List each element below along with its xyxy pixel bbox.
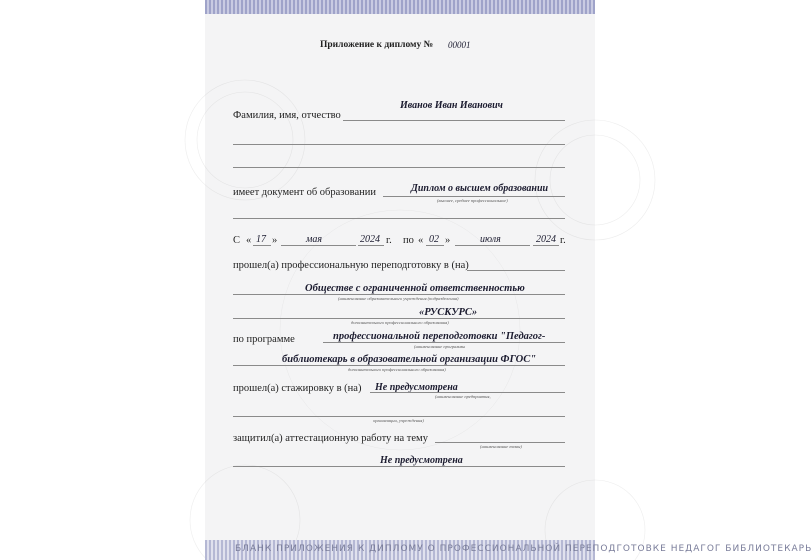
organization-line: [233, 294, 565, 295]
supplement-title: Приложение к диплому №: [320, 40, 434, 50]
security-band-top: [205, 0, 595, 14]
thesis-label: защитил(а) аттестационную работу на тему: [233, 433, 428, 444]
security-band-bottom: [205, 540, 812, 560]
date-from-day: 17: [256, 234, 266, 245]
year-suffix-2: г.: [560, 235, 566, 246]
document-caption: (высшее, среднее профессиональное): [437, 198, 508, 203]
full-name-line: [343, 120, 565, 121]
document-value: Диплом о высшем образовании: [411, 183, 549, 194]
date-from-year-line: [358, 245, 384, 246]
date-from-month: мая: [306, 234, 323, 245]
training-line: [467, 270, 565, 271]
diploma-supplement-sheet: [205, 0, 812, 560]
document-line: [383, 196, 565, 197]
full-name-value: Иванов Иван Иванович: [400, 100, 503, 111]
date-to-day-line: [426, 245, 444, 246]
date-to-year: 2024: [536, 234, 556, 245]
internship-caption: (наименование предприятия,: [435, 394, 491, 399]
thesis-line2: [233, 466, 565, 467]
program-line2: библиотекарь в образовательной организации ФГОС": [282, 354, 537, 365]
program-label: по программе: [233, 334, 295, 345]
diploma-number: 00001: [448, 40, 471, 50]
date-from-day-line: [253, 245, 271, 246]
program-line2-rule: [233, 365, 565, 366]
internship-label: прошел(а) стажировку в (на): [233, 383, 362, 394]
full-name-label: Фамилия, имя, отчество: [233, 110, 341, 121]
internship-line: [370, 392, 565, 393]
organization-value: Обществе с ограниченной ответственностью: [305, 283, 525, 294]
thesis-caption: (наименование темы): [480, 444, 522, 449]
date-to-day: 02: [429, 234, 439, 245]
training-label: прошел(а) профессиональную переподготовку в (на): [233, 260, 469, 271]
guilloche-watermark: [205, 0, 595, 560]
thesis-value: Не предусмотрена: [380, 455, 463, 466]
year-suffix-1: г.: [386, 235, 392, 246]
date-to-month-line: [455, 245, 530, 246]
date-from-label: С: [233, 235, 241, 246]
date-to-month: июля: [480, 234, 501, 245]
organization-caption: (наименование образовательного учреждения (подразделения): [338, 296, 459, 301]
organization-name: «РУСКУРС»: [419, 307, 478, 318]
quote-open-2: «: [418, 235, 424, 246]
quote-close-1: »: [272, 235, 278, 246]
quote-close-2: »: [445, 235, 451, 246]
date-from-month-line: [281, 245, 356, 246]
blank-line-2: [233, 167, 565, 168]
blank-line-3: [233, 218, 565, 219]
program-line1-rule: [323, 342, 565, 343]
organization-name-line: [233, 318, 565, 319]
program-caption1: (наименование программы: [414, 344, 466, 349]
internship-caption2: организации, учреждения): [373, 418, 424, 423]
document-label: имеет документ об образовании: [233, 187, 376, 198]
program-caption2: дополнительного профессионального образования): [348, 367, 446, 372]
internship-value: Не предусмотрена: [375, 382, 458, 393]
organization-name-caption: дополнительного профессионального образования): [351, 320, 449, 325]
security-band-text: БЛАНК ПРИЛОЖЕНИЯ К ДИПЛОМУ О ПРОФЕССИОНАЛЬНОЙ ПЕРЕПОДГОТОВКЕ НЕДАГОГ БИБЛИОТЕКАРЬ: [235, 544, 812, 554]
date-to-label: по: [403, 235, 414, 246]
program-line1: профессиональной переподготовки "Педагог-: [333, 331, 546, 342]
date-from-year: 2024: [360, 234, 380, 245]
quote-open-1: «: [246, 235, 252, 246]
date-to-year-line: [533, 245, 559, 246]
internship-line2: [233, 416, 565, 417]
thesis-line: [435, 442, 565, 443]
blank-line-1: [233, 144, 565, 145]
